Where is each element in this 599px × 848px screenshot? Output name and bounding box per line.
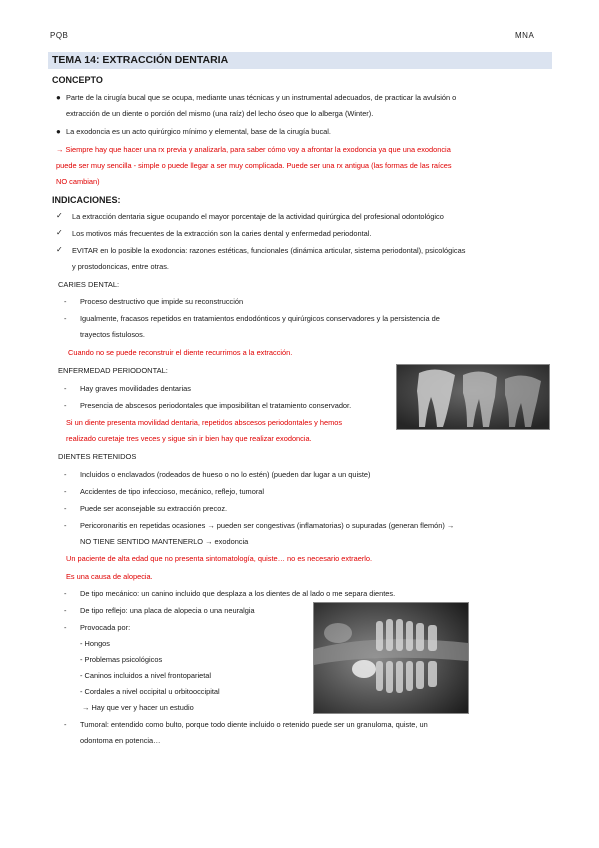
dash-bullet: - bbox=[64, 487, 67, 496]
concepto-line: extracción de un diente o porción del mismo (una raíz) del lecho óseo que lo alberga (Winter). bbox=[66, 109, 374, 118]
dash-bullet: - bbox=[64, 401, 67, 410]
caries-note: Cuando no se puede reconstruir el diente recurrimos a la extracción. bbox=[68, 348, 293, 357]
retenidos-line: Tumoral: entendido como bulto, porque todo diente incluido o retenido puede ser un granuloma, quiste, un bbox=[80, 720, 428, 729]
header-left: PQB bbox=[50, 31, 69, 40]
section-heading-periodontal: ENFERMEDAD PERIODONTAL: bbox=[58, 366, 168, 375]
dash-bullet: - bbox=[64, 384, 67, 393]
section-heading-retenidos: DIENTES RETENIDOS bbox=[58, 452, 137, 461]
retenidos-subitem: - Hongos bbox=[80, 639, 110, 648]
indicaciones-line: y prostodoncicas, entre otras. bbox=[72, 262, 169, 271]
periodontal-line: Hay graves movilidades dentarias bbox=[80, 384, 191, 393]
dash-bullet: - bbox=[64, 720, 67, 729]
indicaciones-line: EVITAR en lo posible la exodoncia: razones estéticas, funcionales (dinámica articular, sistema periodontal), psicológicas bbox=[72, 246, 466, 255]
retenidos-line: Provocada por: bbox=[80, 623, 131, 632]
periodontal-note: Si un diente presenta movilidad dentaria, repetidos abscesos periodontales y hemos bbox=[66, 418, 343, 427]
check-icon: ✓ bbox=[56, 211, 63, 220]
retenidos-subitem: - Problemas psicológicos bbox=[80, 655, 163, 664]
check-icon: ✓ bbox=[56, 245, 63, 254]
periapical-xray-image bbox=[396, 364, 550, 430]
retenidos-line: odontoma en potencia… bbox=[80, 736, 161, 745]
caries-line: trayectos fistulosos. bbox=[80, 330, 145, 339]
caries-line: Igualmente, fracasos repetidos en tratamientos endodónticos y quirúrgicos conservadores y la persistencia de bbox=[80, 314, 440, 323]
header-right: MNA bbox=[515, 31, 535, 40]
concepto-line: Parte de la cirugía bucal que se ocupa, mediante unas técnicas y un instrumental adecuados, de practicar la avulsión o bbox=[66, 93, 457, 102]
periodontal-line: Presencia de abscesos periodontales que imposibilitan el tratamiento conservador. bbox=[80, 401, 352, 410]
retenidos-line: Puede ser aconsejable su extracción precoz. bbox=[80, 504, 228, 513]
concepto-note: puede ser muy sencilla - simple o puede llegar a ser muy complicada. Puede ser una rx antigua (las formas de las raíces bbox=[56, 161, 452, 170]
retenidos-note: Un paciente de alta edad que no presenta sintomatología, quiste… no es necesario extraerlo. bbox=[66, 554, 373, 563]
retenidos-line: De tipo reflejo: una placa de alopecia o una neuralgia bbox=[80, 606, 255, 615]
dash-bullet: - bbox=[64, 470, 67, 479]
retenidos-note: Es una causa de alopecia. bbox=[66, 572, 153, 581]
page-title: TEMA 14: EXTRACCIÓN DENTARIA bbox=[52, 54, 229, 66]
panoramic-xray-image bbox=[313, 602, 469, 714]
dash-bullet: - bbox=[64, 521, 67, 530]
dash-bullet: - bbox=[64, 589, 67, 598]
retenidos-line: Incluidos o enclavados (rodeados de hueso o no lo estén) (pueden dar lugar a un quiste) bbox=[80, 470, 371, 479]
retenidos-subitem: - Cordales a nivel occipital u orbitooccipital bbox=[80, 687, 220, 696]
retenidos-subitem: → Hay que ver y hacer un estudio bbox=[82, 703, 194, 712]
dash-bullet: - bbox=[64, 504, 67, 513]
retenidos-line: Pericoronaritis en repetidas ocasiones → pueden ser congestivas (inflamatorias) o supuradas (generan flemón) → bbox=[80, 521, 455, 530]
retenidos-line: De tipo mecánico: un canino incluido que desplaza a los dientes de al lado o me separa dientes. bbox=[80, 589, 396, 598]
bullet-dot-icon: ● bbox=[56, 93, 61, 102]
section-heading-indicaciones: INDICACIONES: bbox=[52, 195, 121, 205]
indicaciones-line: Los motivos más frecuentes de la extracción son la caries dental y enfermedad periodontal. bbox=[72, 229, 372, 238]
caries-line: Proceso destructivo que impide su reconstrucción bbox=[80, 297, 244, 306]
periodontal-note: realizado curetaje tres veces y sigue sin ir bien hay que realizar exodoncia. bbox=[66, 434, 312, 443]
dash-bullet: - bbox=[64, 297, 67, 306]
retenidos-line: Accidentes de tipo infeccioso, mecánico, reflejo, tumoral bbox=[80, 487, 265, 496]
section-heading-caries: CARIES DENTAL: bbox=[58, 280, 120, 289]
bullet-dot-icon: ● bbox=[56, 127, 61, 136]
retenidos-line: NO TIENE SENTIDO MANTENERLO → exodoncia bbox=[80, 537, 249, 546]
section-heading-concepto: CONCEPTO bbox=[52, 75, 103, 85]
indicaciones-line: La extracción dentaria sigue ocupando el mayor porcentaje de la actividad quirúrgica del profesional odontológico bbox=[72, 212, 444, 221]
retenidos-subitem: - Caninos incluidos a nivel frontoparietal bbox=[80, 671, 212, 680]
check-icon: ✓ bbox=[56, 228, 63, 237]
dash-bullet: - bbox=[64, 606, 67, 615]
dash-bullet: - bbox=[64, 623, 67, 632]
concepto-note: NO cambian) bbox=[56, 177, 100, 186]
dash-bullet: - bbox=[64, 314, 67, 323]
concepto-note: → Siempre hay que hacer una rx previa y analizarla, para saber cómo voy a afrontar la exodoncia ya que una exodoncia bbox=[56, 145, 451, 154]
concepto-line: La exodoncia es un acto quirúrgico mínimo y elemental, base de la cirugía bucal. bbox=[66, 127, 331, 136]
